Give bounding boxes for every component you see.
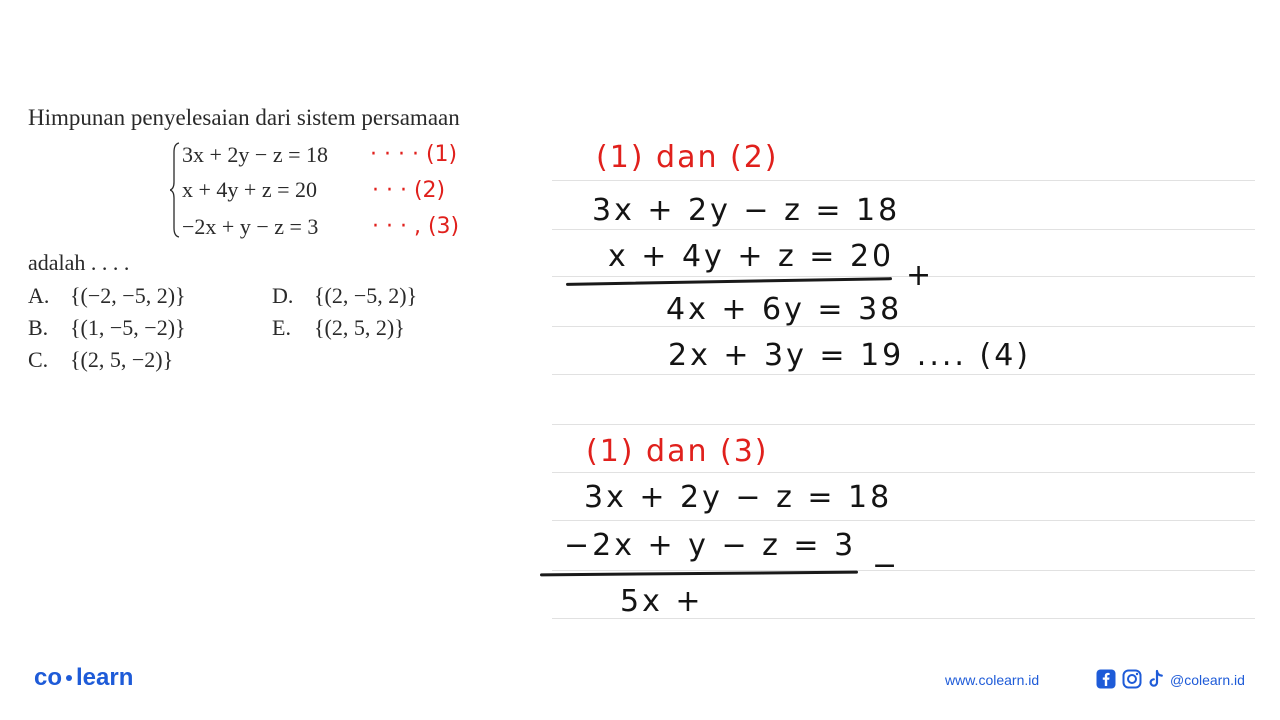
ruled-line — [552, 520, 1255, 521]
facebook-icon[interactable] — [1096, 669, 1116, 689]
question-text: adalah . . . . — [28, 250, 130, 275]
instagram-icon[interactable] — [1122, 669, 1142, 689]
colearn-logo — [34, 664, 133, 692]
option-value: {(2, −5, 2)} — [314, 283, 418, 308]
option-value: {(1, −5, −2)} — [70, 315, 186, 340]
option-letter: D. — [272, 283, 294, 308]
step2-equation-1: 3x + 2y − z = 18 — [584, 480, 893, 515]
step1-equation-1: 3x + 2y − z = 18 — [592, 193, 901, 228]
ruled-line — [552, 180, 1255, 181]
option-letter: B. — [28, 315, 49, 340]
ruled-line — [552, 570, 1255, 571]
ruled-line — [552, 424, 1255, 425]
social-handle[interactable]: @colearn.id — [1170, 672, 1245, 688]
step2-heading: (1) dan (3) — [586, 434, 769, 469]
step1-equation-2: x + 4y + z = 20 — [608, 239, 895, 274]
step1-result: 4x + 6y = 38 — [666, 292, 903, 327]
step1-simplified: 2x + 3y = 19 .... (4) — [668, 338, 1031, 373]
ruled-line — [552, 326, 1255, 327]
option-value: {(2, 5, −2)} — [70, 347, 174, 372]
equation-2: x + 4y + z = 20 — [182, 177, 317, 202]
step2-equation-2: −2x + y − z = 3 — [564, 528, 857, 563]
step2-result: 5x + — [620, 584, 704, 619]
equation-tag-3: · · · , (3) — [372, 214, 460, 239]
ruled-line — [552, 276, 1255, 277]
option-value: {(−2, −5, 2)} — [70, 283, 186, 308]
tiktok-icon[interactable] — [1146, 669, 1166, 689]
step1-sum-line — [566, 277, 892, 286]
option-letter: A. — [28, 283, 50, 308]
logo-left: co — [34, 664, 63, 691]
ruled-line — [552, 229, 1255, 230]
option-value: {(2, 5, 2)} — [314, 315, 405, 340]
step1-heading: (1) dan (2) — [596, 140, 779, 175]
option-letter: E. — [272, 315, 291, 340]
problem-prompt: Himpunan penyelesaian dari sistem persamaan — [28, 105, 460, 130]
equation-tag-1: · · · · (1) — [370, 142, 458, 167]
logo-dot — [66, 675, 72, 681]
equation-3: −2x + y − z = 3 — [182, 214, 319, 239]
step1-operator: + — [906, 258, 935, 293]
ruled-line — [552, 374, 1255, 375]
option-letter: C. — [28, 347, 49, 372]
equation-tag-2: · · · (2) — [372, 178, 446, 203]
ruled-line — [552, 472, 1255, 473]
step2-sum-line — [540, 571, 858, 577]
step2-operator: − — [872, 548, 901, 583]
logo-right: learn — [76, 664, 134, 691]
website-link[interactable]: www.colearn.id — [945, 672, 1040, 688]
equation-1: 3x + 2y − z = 18 — [182, 142, 328, 167]
